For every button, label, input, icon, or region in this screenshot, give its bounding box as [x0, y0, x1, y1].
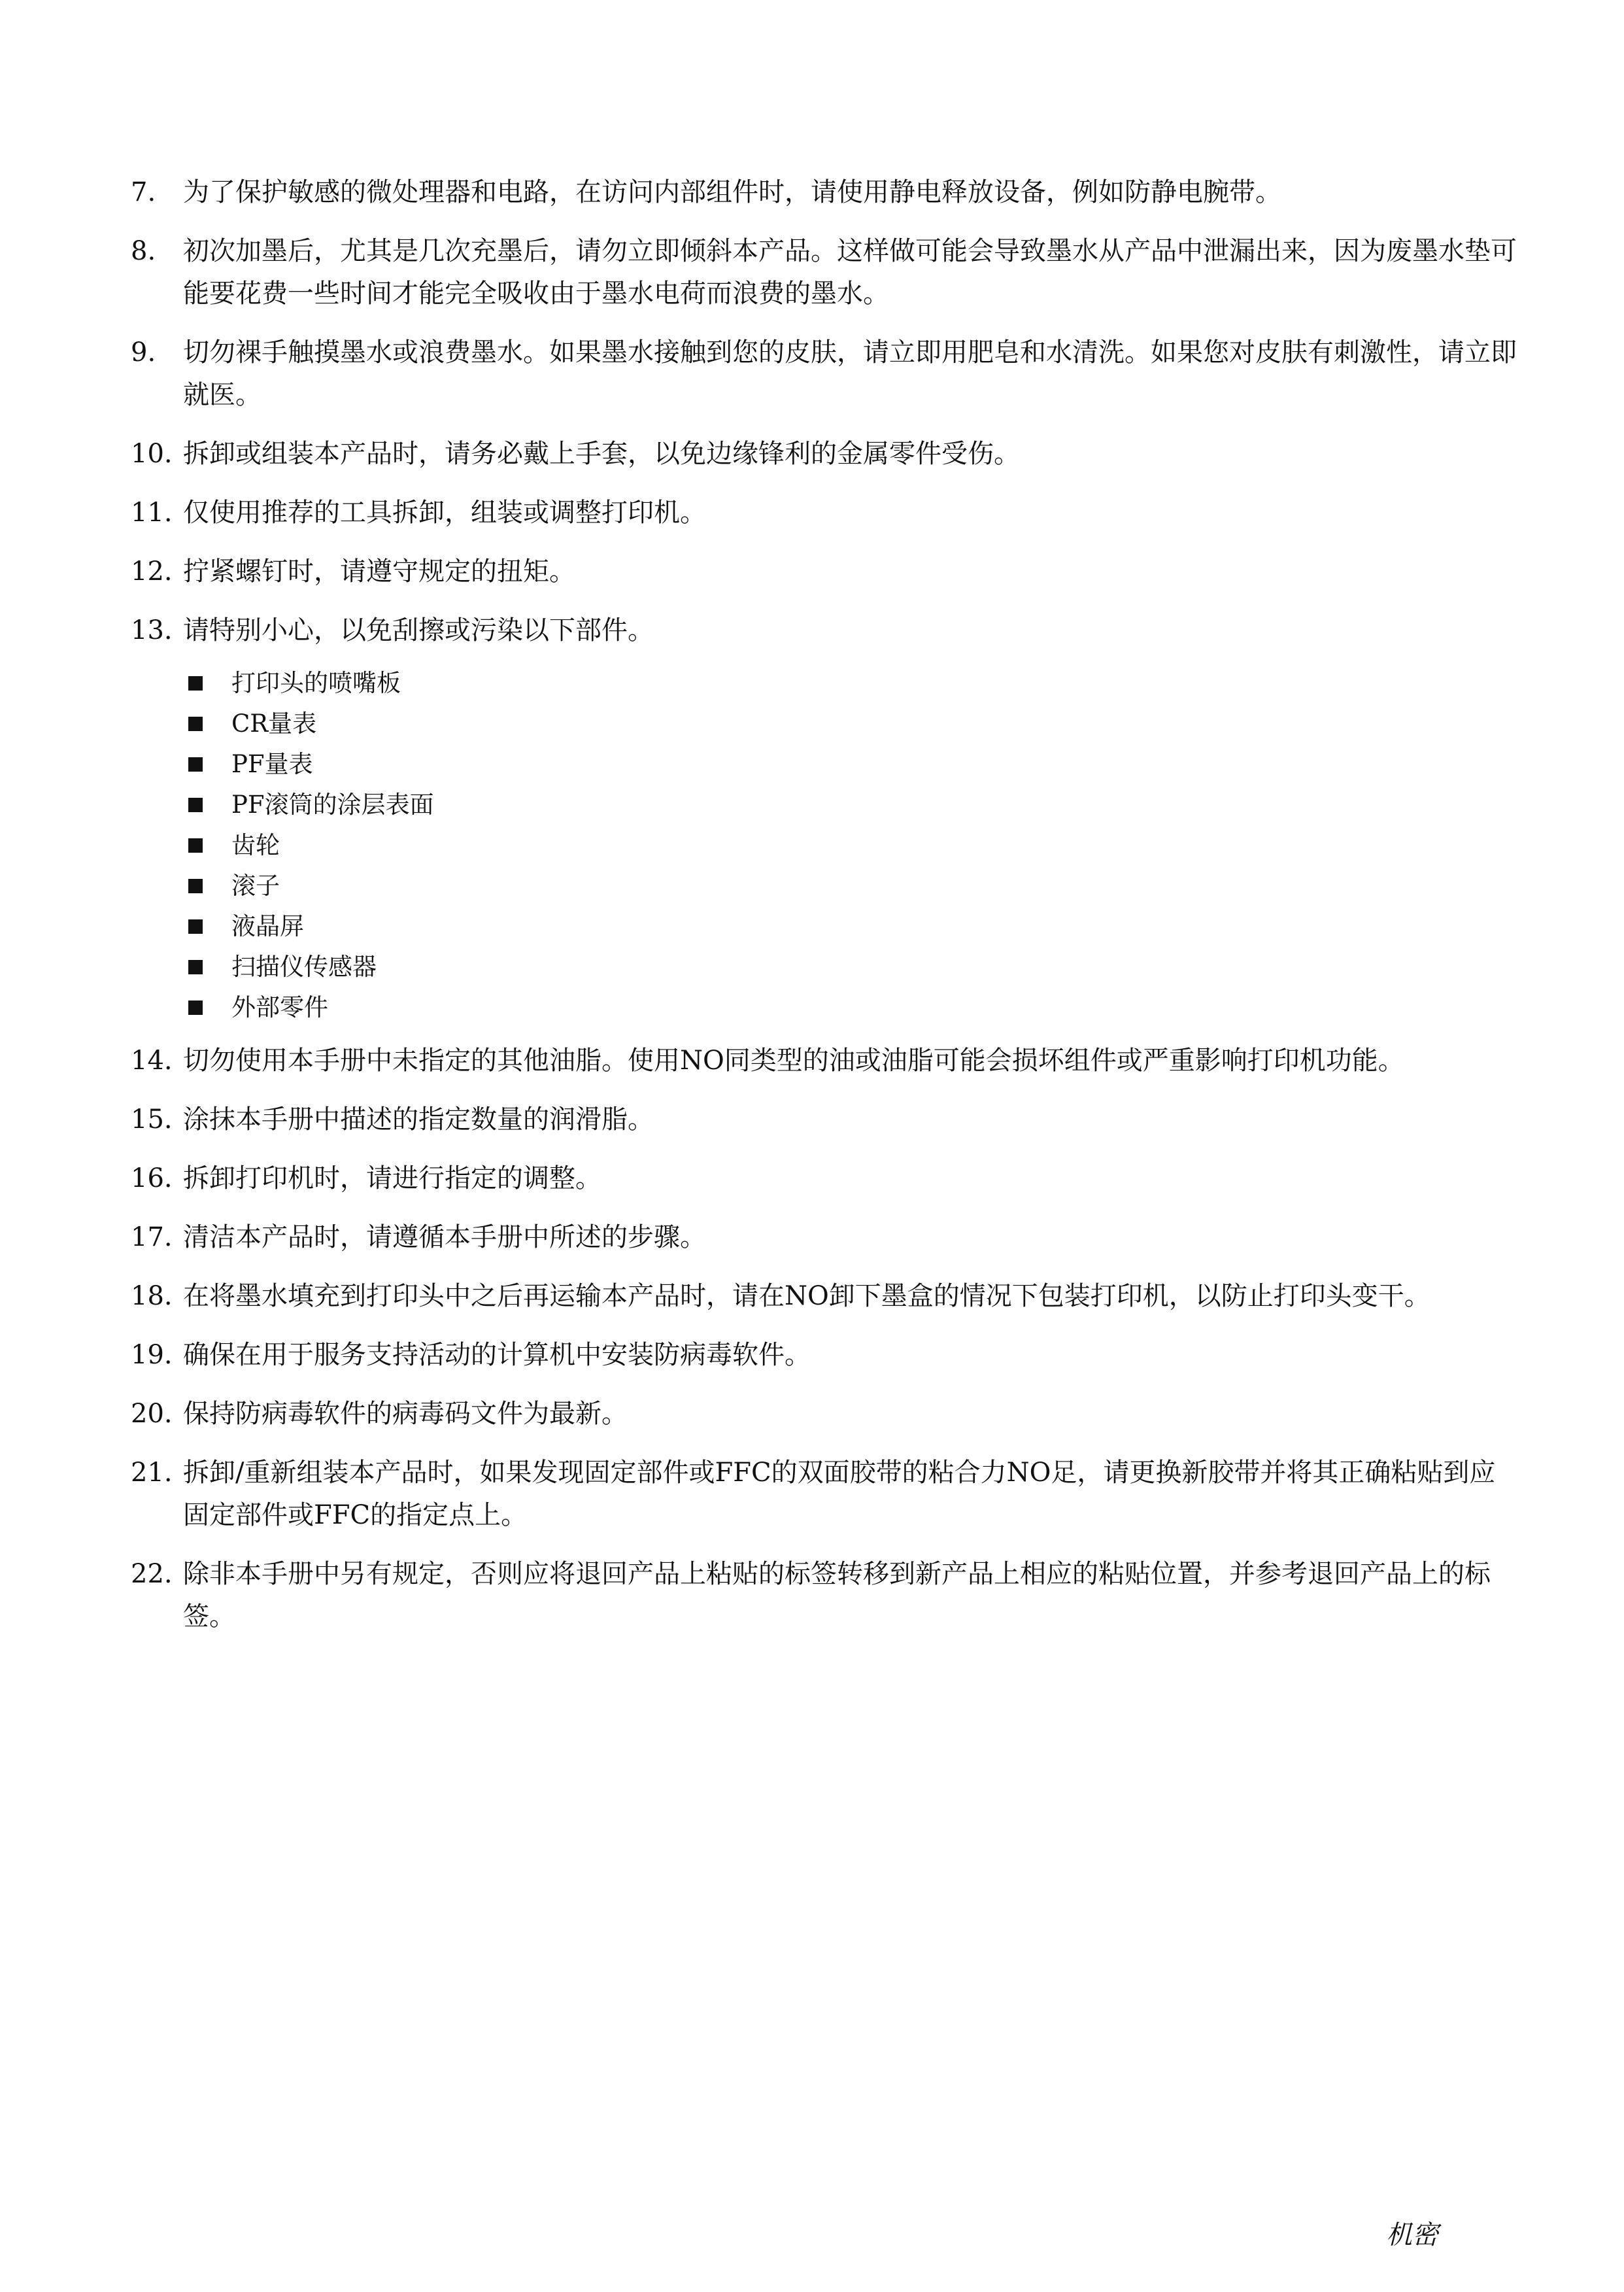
square-bullet-icon — [188, 838, 203, 853]
list-item — [131, 171, 1517, 214]
list-item — [131, 1553, 1517, 1638]
list-item — [131, 1157, 1517, 1200]
bullet-text: CR量表 — [231, 710, 317, 738]
list-item — [131, 1275, 1517, 1318]
bullet-item — [188, 906, 1517, 947]
item-number: 11. — [131, 498, 173, 528]
square-bullet-icon — [188, 879, 203, 893]
item-text: 清洁本产品时，请遵循本手册中所述的步骤。 — [183, 1222, 706, 1252]
bullet-item — [188, 663, 1517, 704]
item-number: 20. — [131, 1399, 173, 1429]
square-bullet-icon — [188, 960, 203, 974]
item-text: 切勿裸手触摸墨水或浪费墨水。如果墨水接触到您的皮肤，请立即用肥皂和水清洗。如果您对皮肤有刺激性，请立即就医。 — [183, 337, 1517, 410]
list-item — [131, 551, 1517, 593]
bullet-text: 外部零件 — [231, 993, 328, 1021]
item-text: 仅使用推荐的工具拆卸，组装或调整打印机。 — [183, 498, 706, 528]
list-item — [131, 609, 1517, 652]
item-text: 除非本手册中另有规定，否则应将退回产品上粘贴的标签转移到新产品上相应的粘贴位置，并参考退回产品上的标签。 — [183, 1559, 1491, 1632]
item-number: 14. — [131, 1046, 173, 1076]
parts-bullet-list — [188, 663, 1517, 1028]
list-item — [131, 1040, 1517, 1082]
item-number: 21. — [131, 1458, 173, 1488]
square-bullet-icon — [188, 919, 203, 934]
square-bullet-icon — [188, 717, 203, 731]
bullet-text: PF滚筒的涂层表面 — [231, 791, 434, 819]
square-bullet-icon — [188, 676, 203, 691]
item-number: 19. — [131, 1340, 173, 1370]
item-text: 拆卸或组装本产品时，请务必戴上手套，以免边缘锋利的金属零件受伤。 — [183, 439, 1020, 469]
square-bullet-icon — [188, 1001, 203, 1015]
list-item — [131, 1099, 1517, 1141]
item-number: 10. — [131, 439, 173, 469]
item-number: 18. — [131, 1281, 173, 1311]
item-number: 22. — [131, 1559, 173, 1589]
bullet-text: 滚子 — [231, 872, 280, 900]
list-item — [131, 433, 1517, 475]
list-item — [131, 1393, 1517, 1435]
item-number: 13. — [131, 615, 173, 645]
list-item — [131, 332, 1517, 417]
item-number: 17. — [131, 1222, 173, 1252]
bullet-item — [188, 825, 1517, 866]
item-number: 9. — [131, 337, 156, 368]
item-text: 拆卸打印机时，请进行指定的调整。 — [183, 1163, 601, 1193]
bullet-item — [188, 866, 1517, 906]
bullet-item — [188, 785, 1517, 825]
item-text: 保持防病毒软件的病毒码文件为最新。 — [183, 1399, 628, 1429]
bullet-item — [188, 987, 1517, 1028]
list-item — [131, 1334, 1517, 1377]
item-number: 12. — [131, 556, 173, 587]
item-text: 为了保护敏感的微处理器和电路，在访问内部组件时，请使用静电释放设备，例如防静电腕带。 — [183, 177, 1281, 207]
bullet-text: 液晶屏 — [231, 912, 304, 940]
square-bullet-icon — [188, 798, 203, 812]
square-bullet-icon — [188, 757, 203, 772]
item-number: 8. — [131, 236, 156, 266]
bullet-item — [188, 704, 1517, 744]
item-text: 拆卸/重新组装本产品时，如果发现固定部件或FFC的双面胶带的粘合力NO足，请更换新胶带并将其正确粘贴到应固定部件或FFC的指定点上。 — [183, 1458, 1496, 1530]
confidential-footer: 机密 — [1386, 2220, 1438, 2250]
item-text: 拧紧螺钉时，请遵守规定的扭矩。 — [183, 556, 575, 587]
item-text: 切勿使用本手册中未指定的其他油脂。使用NO同类型的油或油脂可能会损坏组件或严重影响打印机功能。 — [183, 1046, 1404, 1076]
item-text: 涂抹本手册中描述的指定数量的润滑脂。 — [183, 1104, 654, 1135]
item-number: 7. — [131, 177, 156, 207]
bullet-item — [188, 744, 1517, 785]
item-text: 初次加墨后，尤其是几次充墨后，请勿立即倾斜本产品。这样做可能会导致墨水从产品中泄漏出来，因为废墨水垫可能要花费一些时间才能完全吸收由于墨水电荷而浪费的墨水。 — [183, 236, 1517, 309]
bullet-text: 打印头的喷嘴板 — [231, 669, 401, 697]
bullet-text: PF量表 — [231, 750, 313, 778]
list-item — [131, 230, 1517, 315]
list-item — [131, 1452, 1517, 1537]
precautions-list — [131, 171, 1517, 1654]
bullet-text: 扫描仪传感器 — [231, 953, 377, 981]
list-item — [131, 1216, 1517, 1259]
item-number: 15. — [131, 1104, 173, 1135]
list-item — [131, 492, 1517, 534]
item-number: 16. — [131, 1163, 173, 1193]
item-text: 请特别小心，以免刮擦或污染以下部件。 — [183, 615, 654, 645]
item-text: 确保在用于服务支持活动的计算机中安装防病毒软件。 — [183, 1340, 811, 1370]
bullet-item — [188, 947, 1517, 987]
item-text: 在将墨水填充到打印头中之后再运输本产品时，请在NO卸下墨盒的情况下包装打印机，以防止打印头变干。 — [183, 1281, 1430, 1311]
bullet-text: 齿轮 — [231, 831, 280, 859]
